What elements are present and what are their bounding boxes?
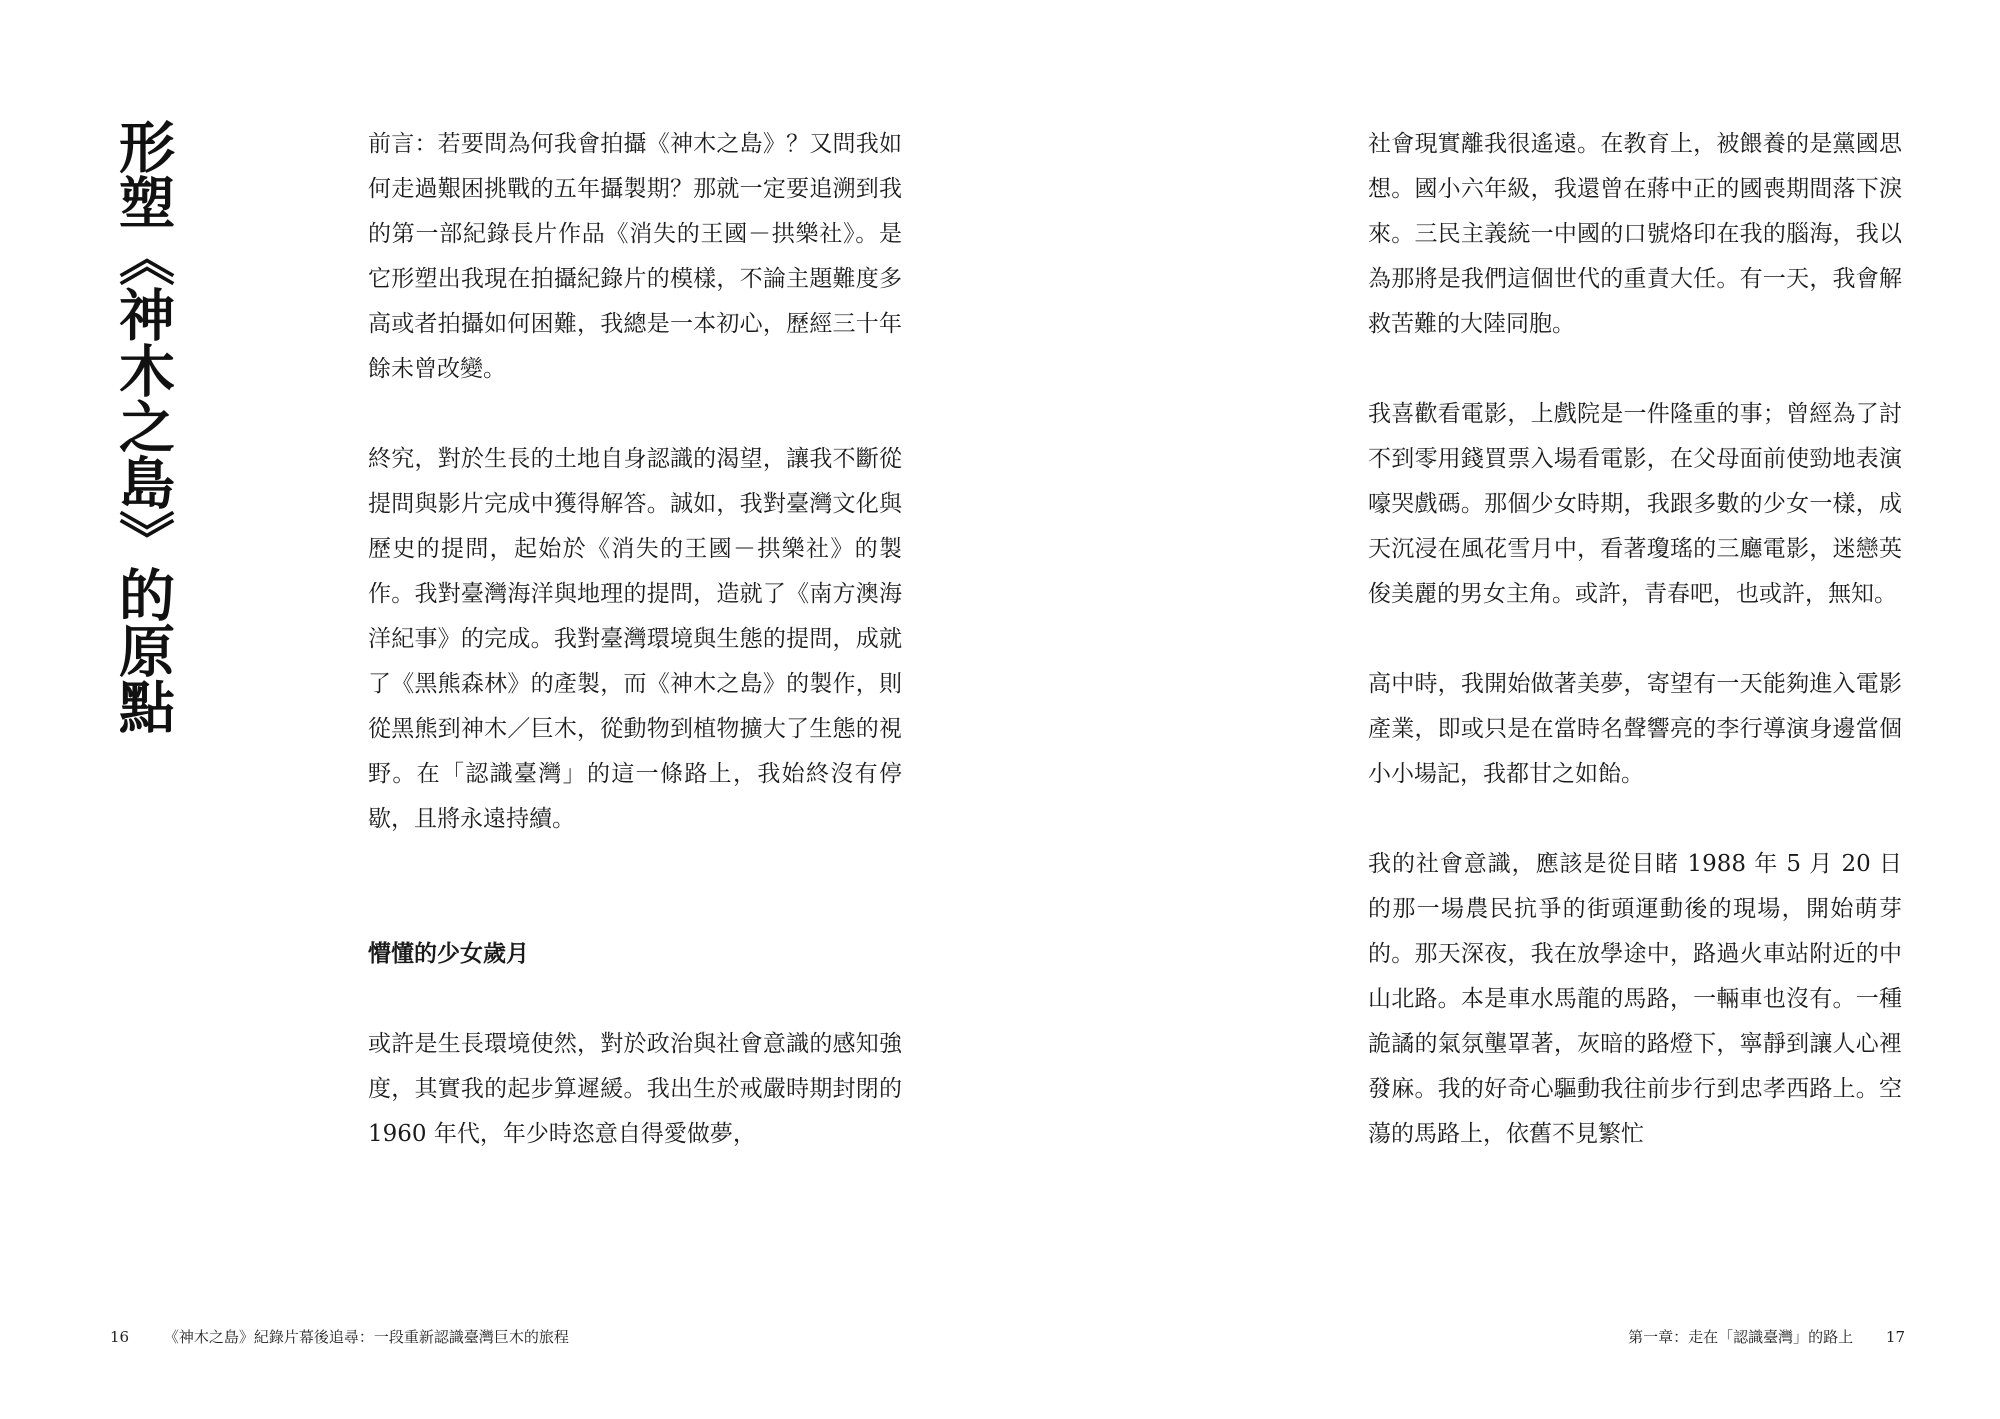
body-paragraph: 終究，對於生長的土地自身認識的渴望，讓我不斷從提問與影片完成中獲得解答。誠如，我對臺灣文化與歷史的提問，起始於《消失的王國－拱樂社》的製作。我對臺灣海洋與地理的提問，造就了《南方澳海洋紀事》的完成。我對臺灣環境與生態的提問，成就了《黑熊森林》的產製，而《神木之島》的製作，則從黑熊到神木／巨木，從動物到植物擴大了生態的視野。在「認識臺灣」的這一條路上，我始終沒有停歇，且將永遠持續。: [368, 446, 902, 832]
body-paragraph: 高中時，我開始做著美夢，寄望有一天能夠進入電影產業，即或只是在當時名聲響亮的李行導演身邊當個小小場記，我都甘之如飴。: [1368, 671, 1902, 787]
body-paragraph: 或許是生長環境使然，對於政治與社會意識的感知強度，其實我的起步算遲緩。我出生於戒嚴時期封閉的 1960 年代，年少時恣意自得愛做夢，: [368, 1031, 902, 1147]
body-paragraph: 我喜歡看電影，上戲院是一件隆重的事；曾經為了討不到零用錢買票入場看電影，在父母面前使勁地表演嚎哭戲碼。那個少女時期，我跟多數的少女一樣，成天沉浸在風花雪月中，看著瓊瑤的三廳電影，迷戀英俊美麗的男女主角。或許，青春吧，也或許，無知。: [1368, 401, 1902, 607]
body-paragraph: 社會現實離我很遙遠。在教育上，被餵養的是黨國思想。國小六年級，我還曾在蔣中正的國喪期間落下淚來。三民主義統一中國的口號烙印在我的腦海，我以為那將是我們這個世代的重責大任。有一天，我會解救苦難的大陸同胞。: [1368, 131, 1902, 337]
page-number: 16: [110, 1328, 130, 1346]
running-title: 《神木之島》紀錄片幕後追尋：一段重新認識臺灣巨木的旅程: [163, 1328, 569, 1346]
body-paragraph: 我的社會意識，應該是從目睹 1988 年 5 月 20 日的那一場農民抗爭的街頭運動後的現場，開始萌芽的。那天深夜，我在放學途中，路過火車站附近的中山北路。本是車水馬龍的馬路，一輛車也沒有。一種詭譎的氣氛壟罩著，灰暗的路燈下，寧靜到讓人心裡發麻。我的好奇心驅動我往前步行到忠孝西路上。空蕩的馬路上，依舊不見繁忙: [1368, 851, 1902, 1147]
page-number: 17: [1885, 1328, 1905, 1346]
intro-paragraph: 前言：若要問為何我會拍攝《神木之島》？又問我如何走過艱困挑戰的五年攝製期？那就一定要追溯到我的第一部紀錄長片作品《消失的王國－拱樂社》。是它形塑出我現在拍攝紀錄片的模樣，不論主題難度多高或者拍攝如何困難，我總是一本初心，歷經三十年餘未曾改變。: [368, 131, 902, 382]
left-text-column: [368, 122, 902, 1157]
right-text-column: [1368, 122, 1902, 1157]
chapter-title: 形塑《神木之島》的原點: [110, 118, 176, 734]
running-title: 第一章：走在「認識臺灣」的路上: [1628, 1328, 1854, 1346]
section-heading: 懵懂的少女歲月: [368, 941, 529, 967]
right-footer: [1628, 1327, 1905, 1347]
left-footer: [110, 1327, 569, 1347]
right-page: [1000, 0, 2000, 1419]
